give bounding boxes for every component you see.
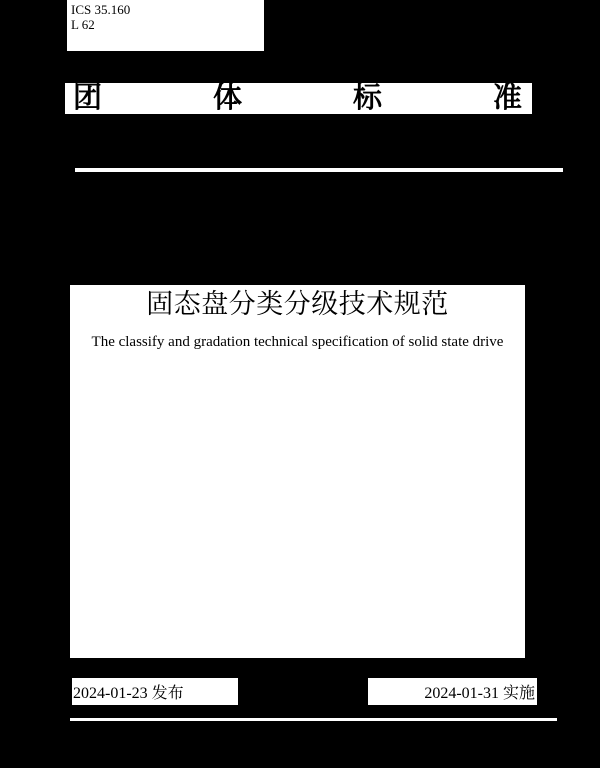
implement-date: 2024-01-31 实施 (424, 685, 535, 702)
top-divider-rule (75, 168, 563, 172)
document-title-en: The classify and gradation technical specification of solid state drive (91, 334, 504, 350)
standard-type-banner (65, 83, 532, 114)
issue-date: 2024-01-23 发布 (73, 685, 184, 702)
document-title-zh: 固态盘分类分级技术规范 (146, 289, 449, 319)
ics-code-box (67, 0, 264, 51)
classification-code: L 62 (71, 17, 95, 32)
implement-date-box (368, 678, 537, 705)
banner-char-2: 体 (212, 82, 242, 114)
title-panel (70, 285, 525, 658)
issue-date-box (72, 678, 238, 705)
bottom-divider-rule (70, 718, 557, 721)
banner-char-3: 标 (352, 82, 382, 114)
ics-code: ICS 35.160 (71, 2, 131, 17)
banner-char-4: 准 (492, 82, 522, 114)
banner-char-1: 团 (73, 82, 103, 114)
